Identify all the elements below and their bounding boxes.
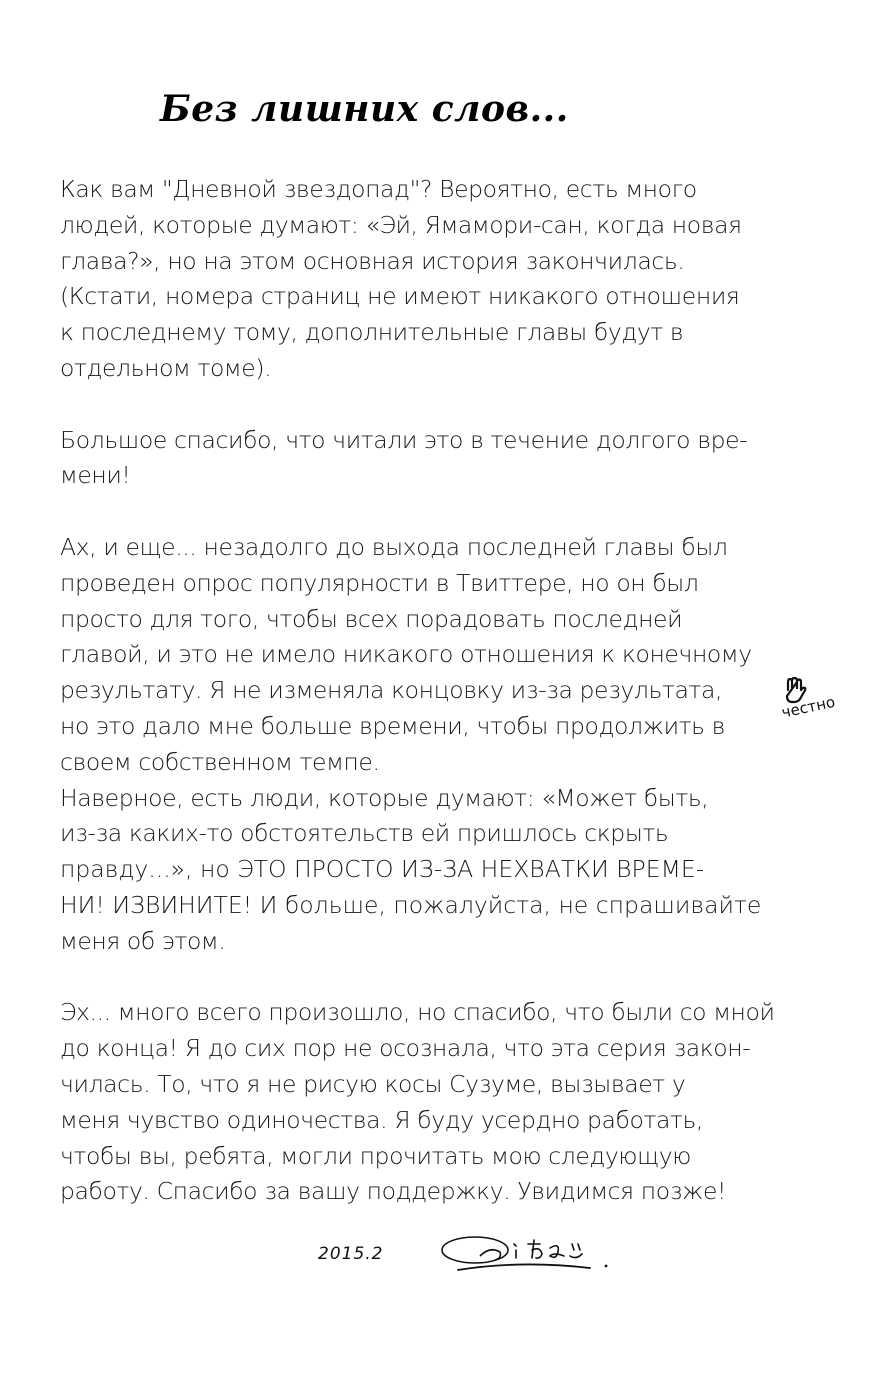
page-title: Без лишних слов... [160,88,569,130]
side-note-text: честно [780,692,837,722]
paragraph-2: Большое спасибо, что читали это в течение долгого вре- мени! [60,425,748,490]
side-note [776,676,866,746]
paragraph-4: Наверное, есть люди, которые думают: «Может быть, из-за каких-то обстоятельств ей пришлось скрыть правду...», но ЭТО ПРОСТО ИЗ-ЗА НЕХВАТКИ ВРЕМЕ- НИ! ИЗВИНИТЕ! И больше, пожалуйста, не спрашивайте меня об этом. [60,783,762,955]
signature-icon [440,1232,640,1282]
afterword-body [60,172,790,1246]
footer [310,1232,650,1292]
paragraph-1: Как вам "Дневной звездопад"? Вероятно, есть много людей, которые думают: «Эй, Ямамори-сан, когда новая глава?», но на этом основная история закончилась. (Кстати, номера страниц не имеют никакого отношения к последнему тому, дополнительные главы будут в отдельном томе). [60,175,742,382]
paragraph-3: Ах, и еще... незадолго до выхода последней главы был проведен опрос популярности в Твиттере, но он был просто для того, чтобы всех порадовать последней главой, и это не имело никакого отношения к конечному результату. Я не изменяла концовку из-за результата, но это дало мне больше времени, чтобы продолжить в своем собственном темпе. [60,532,752,776]
date: 2015.2 [318,1244,384,1264]
paragraph-5: Эх... много всего произошло, но спасибо, что были со мной до конца! Я до сих пор не осознала, что эта серия закон- чилась. То, что я не рисую косы Сузуме, вызывает у меня чувство одиночества. Я буду усердно работать, чтобы вы, ребята, могли прочитать мою следующую работу. Спасибо за вашу поддержку. Увидимся позже! [60,998,775,1206]
